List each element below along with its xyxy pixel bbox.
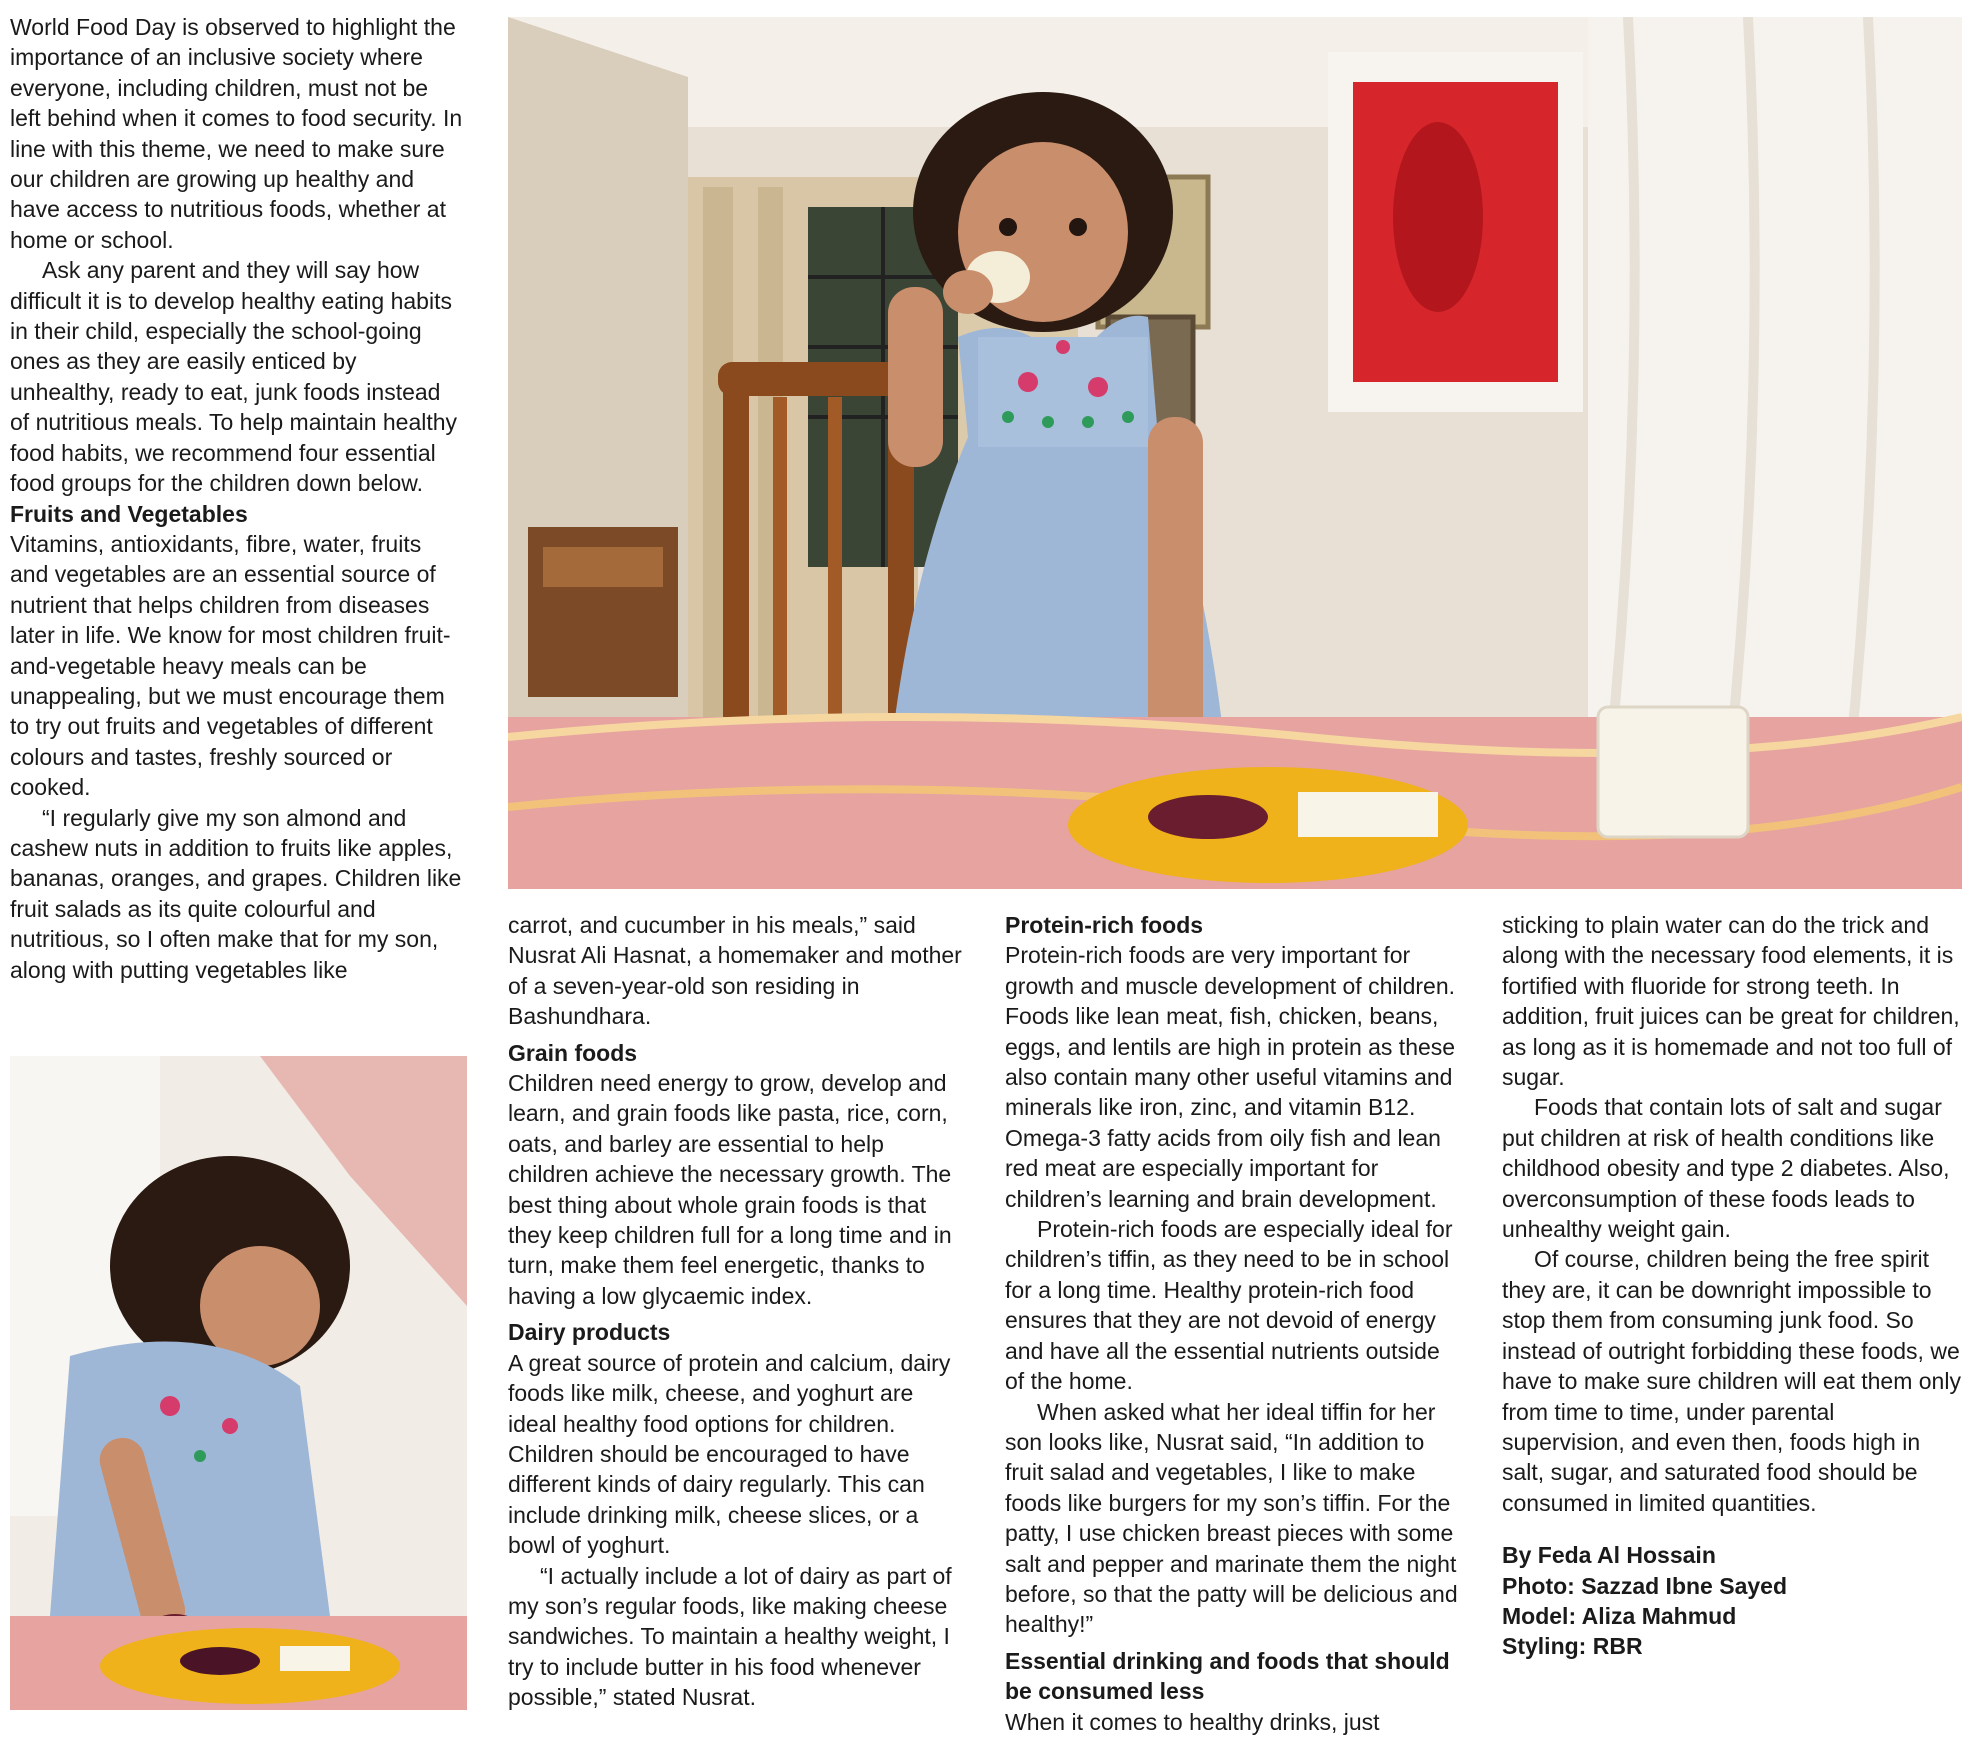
body-paragraph: A great source of protein and calcium, dairy foods like milk, cheese, and yoghurt are ideal healthy food options for children. Children should be encouraged to have different kinds of dairy regularly. This can include drinking milk, cheese slices, or a bowl of yoghurt.	[508, 1349, 951, 1559]
body-paragraph: Vitamins, antioxidants, fibre, water, fruits and vegetables are an essential source of nutrient that helps children from diseases later in life. We know for most children fruit-and-vegetable heavy meals can be unappealing, but we must encourage them to try out fruits and vegetables of different colours and tastes, freshly sourced or cooked.	[10, 530, 451, 801]
body-paragraph: Children need energy to grow, develop and learn, and grain foods like pasta, rice, corn, oats, and barley are essential to help children achieve the necessary growth. The best thing about whole grain foods is that they keep children full for a long time and in turn, make them feel energetic, thanks to having a low glycaemic index.	[508, 1070, 952, 1309]
body-paragraph: Ask any parent and they will say how difficult it is to develop healthy eating habits in their child, especially the school-going ones as they are easily enticed by unhealthy, ready to eat, junk foods instead of nutritious meals. To help maintain healthy food habits, we recommend four essential food groups for the children down below.	[10, 257, 458, 497]
quote-paragraph: When asked what her ideal tiffin for her son looks like, Nusrat said, “In addition to fruit salad and vegetables, I like to make foods like burgers for my son’s tiffin. For the patty, I use chicken breast pieces with some salt and pepper and marinate them the night before, so that the patty will be delicious and healthy!”	[1005, 1398, 1458, 1638]
main-photo-girl-eating	[508, 17, 1962, 889]
credit-model: Model: Aliza Mahmud	[1502, 1602, 1737, 1629]
secondary-photo-girl-plate	[10, 1056, 467, 1710]
body-paragraph: Protein-rich foods are very important for growth and muscle development of children. Foods like lean meat, fish, chicken, beans, eggs, and lentils are high in protein as these also contain many other useful vitamins and minerals like iron, zinc, and vitamin B12. Omega-3 fatty acids from oily fish and lean red meat are especially important for children’s learning and brain development.	[1005, 942, 1456, 1212]
article-column-1	[10, 12, 465, 985]
body-paragraph: Protein-rich foods are especially ideal for children’s tiffin, as they need to be in school for a long time. Healthy protein-rich food ensures that they are not devoid of energy and have all the essential nutrients outside of the home.	[1005, 1216, 1453, 1395]
quote-paragraph: “I regularly give my son almond and cashew nuts in addition to fruits like apples, bananas, oranges, and grapes. Children like fruit salads as its quite colourful and nutritious, so I often make that for my son, along with putting vegetables like	[10, 804, 462, 983]
body-paragraph: sticking to plain water can do the trick and along with the necessary food elements, it is fortified with fluoride for strong teeth. In addition, fruit juices can be great for children, as long as it is homemade and not too full of sugar.	[1502, 912, 1960, 1091]
article-column-3	[1005, 910, 1465, 1737]
heading-dairy-products: Dairy products	[508, 1319, 671, 1346]
heading-essential-drinking: Essential drinking and foods that should be consumed less	[1005, 1647, 1450, 1705]
credit-styling: Styling: RBR	[1502, 1633, 1643, 1660]
heading-grain-foods: Grain foods	[508, 1039, 638, 1066]
article-column-2	[508, 910, 968, 1713]
body-paragraph: Of course, children being the free spirit they are, it can be downright impossible to stop them from consuming junk food. So instead of outright forbidding these foods, we have to make sure children will eat them only from time to time, under parental supervision, and even then, foods high in salt, sugar, and saturated food should be consumed in limited quantities.	[1502, 1246, 1961, 1516]
heading-fruits-vegetables: Fruits and Vegetables	[10, 500, 248, 527]
body-paragraph: carrot, and cucumber in his meals,” said Nusrat Ali Hasnat, a homemaker and mother of a seven-year-old son residing in Bashundhara.	[508, 912, 962, 1030]
credit-author: By Feda Al Hossain	[1502, 1542, 1716, 1569]
article-credits	[1502, 1540, 1962, 1662]
heading-protein-rich-foods: Protein-rich foods	[1005, 912, 1204, 938]
intro-paragraph: World Food Day is observed to highlight the importance of an inclusive society where everyone, including children, must not be left behind when it comes to food security. In line with this theme, we need to make sure our children are growing up healthy and have access to nutritious foods, whether at home or school.	[10, 14, 463, 253]
body-paragraph: Foods that contain lots of salt and sugar put children at risk of health conditions like childhood obesity and type 2 diabetes. Also, overconsumption of these foods leads to unhealthy weight gain.	[1502, 1094, 1950, 1243]
article-column-4	[1502, 910, 1962, 1662]
credit-photo: Photo: Sazzad Ibne Sayed	[1502, 1572, 1787, 1599]
quote-paragraph: “I actually include a lot of dairy as part of my son’s regular foods, like making cheese sandwiches. To maintain a healthy weight, I try to include butter in his food whenever possible,” stated Nusrat.	[508, 1562, 952, 1711]
body-paragraph: When it comes to healthy drinks, just	[1005, 1708, 1380, 1735]
